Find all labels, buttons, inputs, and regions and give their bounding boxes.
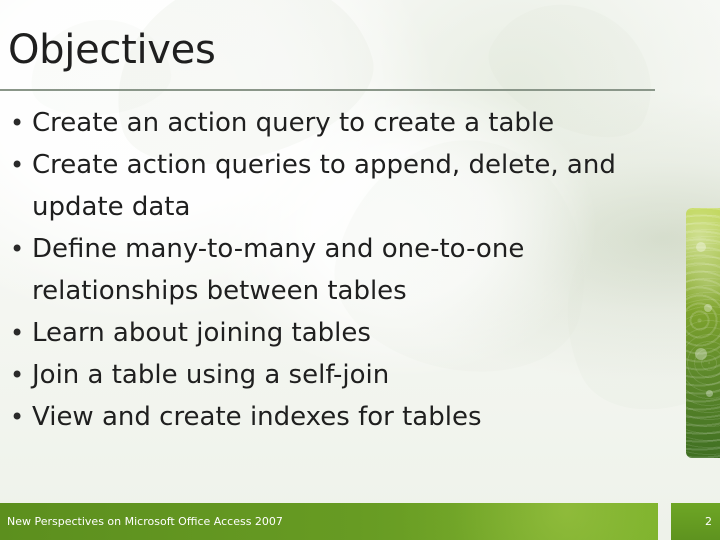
bullet-icon: • (10, 403, 25, 431)
bullet-icon: • (10, 235, 25, 263)
objective-item (10, 396, 650, 438)
objective-text: Define many-to-many and one-to-one relationships between tables (32, 234, 525, 306)
footer-bar (0, 503, 658, 540)
objective-item (10, 312, 650, 354)
bullet-icon: • (10, 109, 25, 137)
slide-title: Objectives (8, 27, 216, 73)
tab-ornament-shape (704, 304, 712, 312)
objective-text: Create an action query to create a table (32, 108, 555, 138)
bullet-icon: • (10, 151, 25, 179)
page-number: 2 (705, 515, 712, 528)
objective-text: Learn about joining tables (32, 318, 371, 348)
objective-text: Create action queries to append, delete, and update data (32, 150, 616, 222)
bullet-icon: • (10, 319, 25, 347)
tab-ornament-shape (706, 390, 713, 397)
tab-ornament-shape (696, 242, 706, 252)
title-divider (0, 89, 655, 91)
tab-ornament-shape (695, 348, 707, 360)
footer-text: New Perspectives on Microsoft Office Access 2007 (7, 515, 283, 528)
objective-item (10, 228, 650, 312)
objective-text: View and create indexes for tables (32, 402, 482, 432)
bullet-icon: • (10, 361, 25, 389)
objective-item (10, 354, 650, 396)
objectives-list (10, 102, 650, 438)
objective-item (10, 144, 650, 228)
decorative-side-tab (686, 208, 720, 458)
objective-item (10, 102, 650, 144)
page-number-box (671, 503, 720, 540)
objective-text: Join a table using a self-join (32, 360, 390, 390)
